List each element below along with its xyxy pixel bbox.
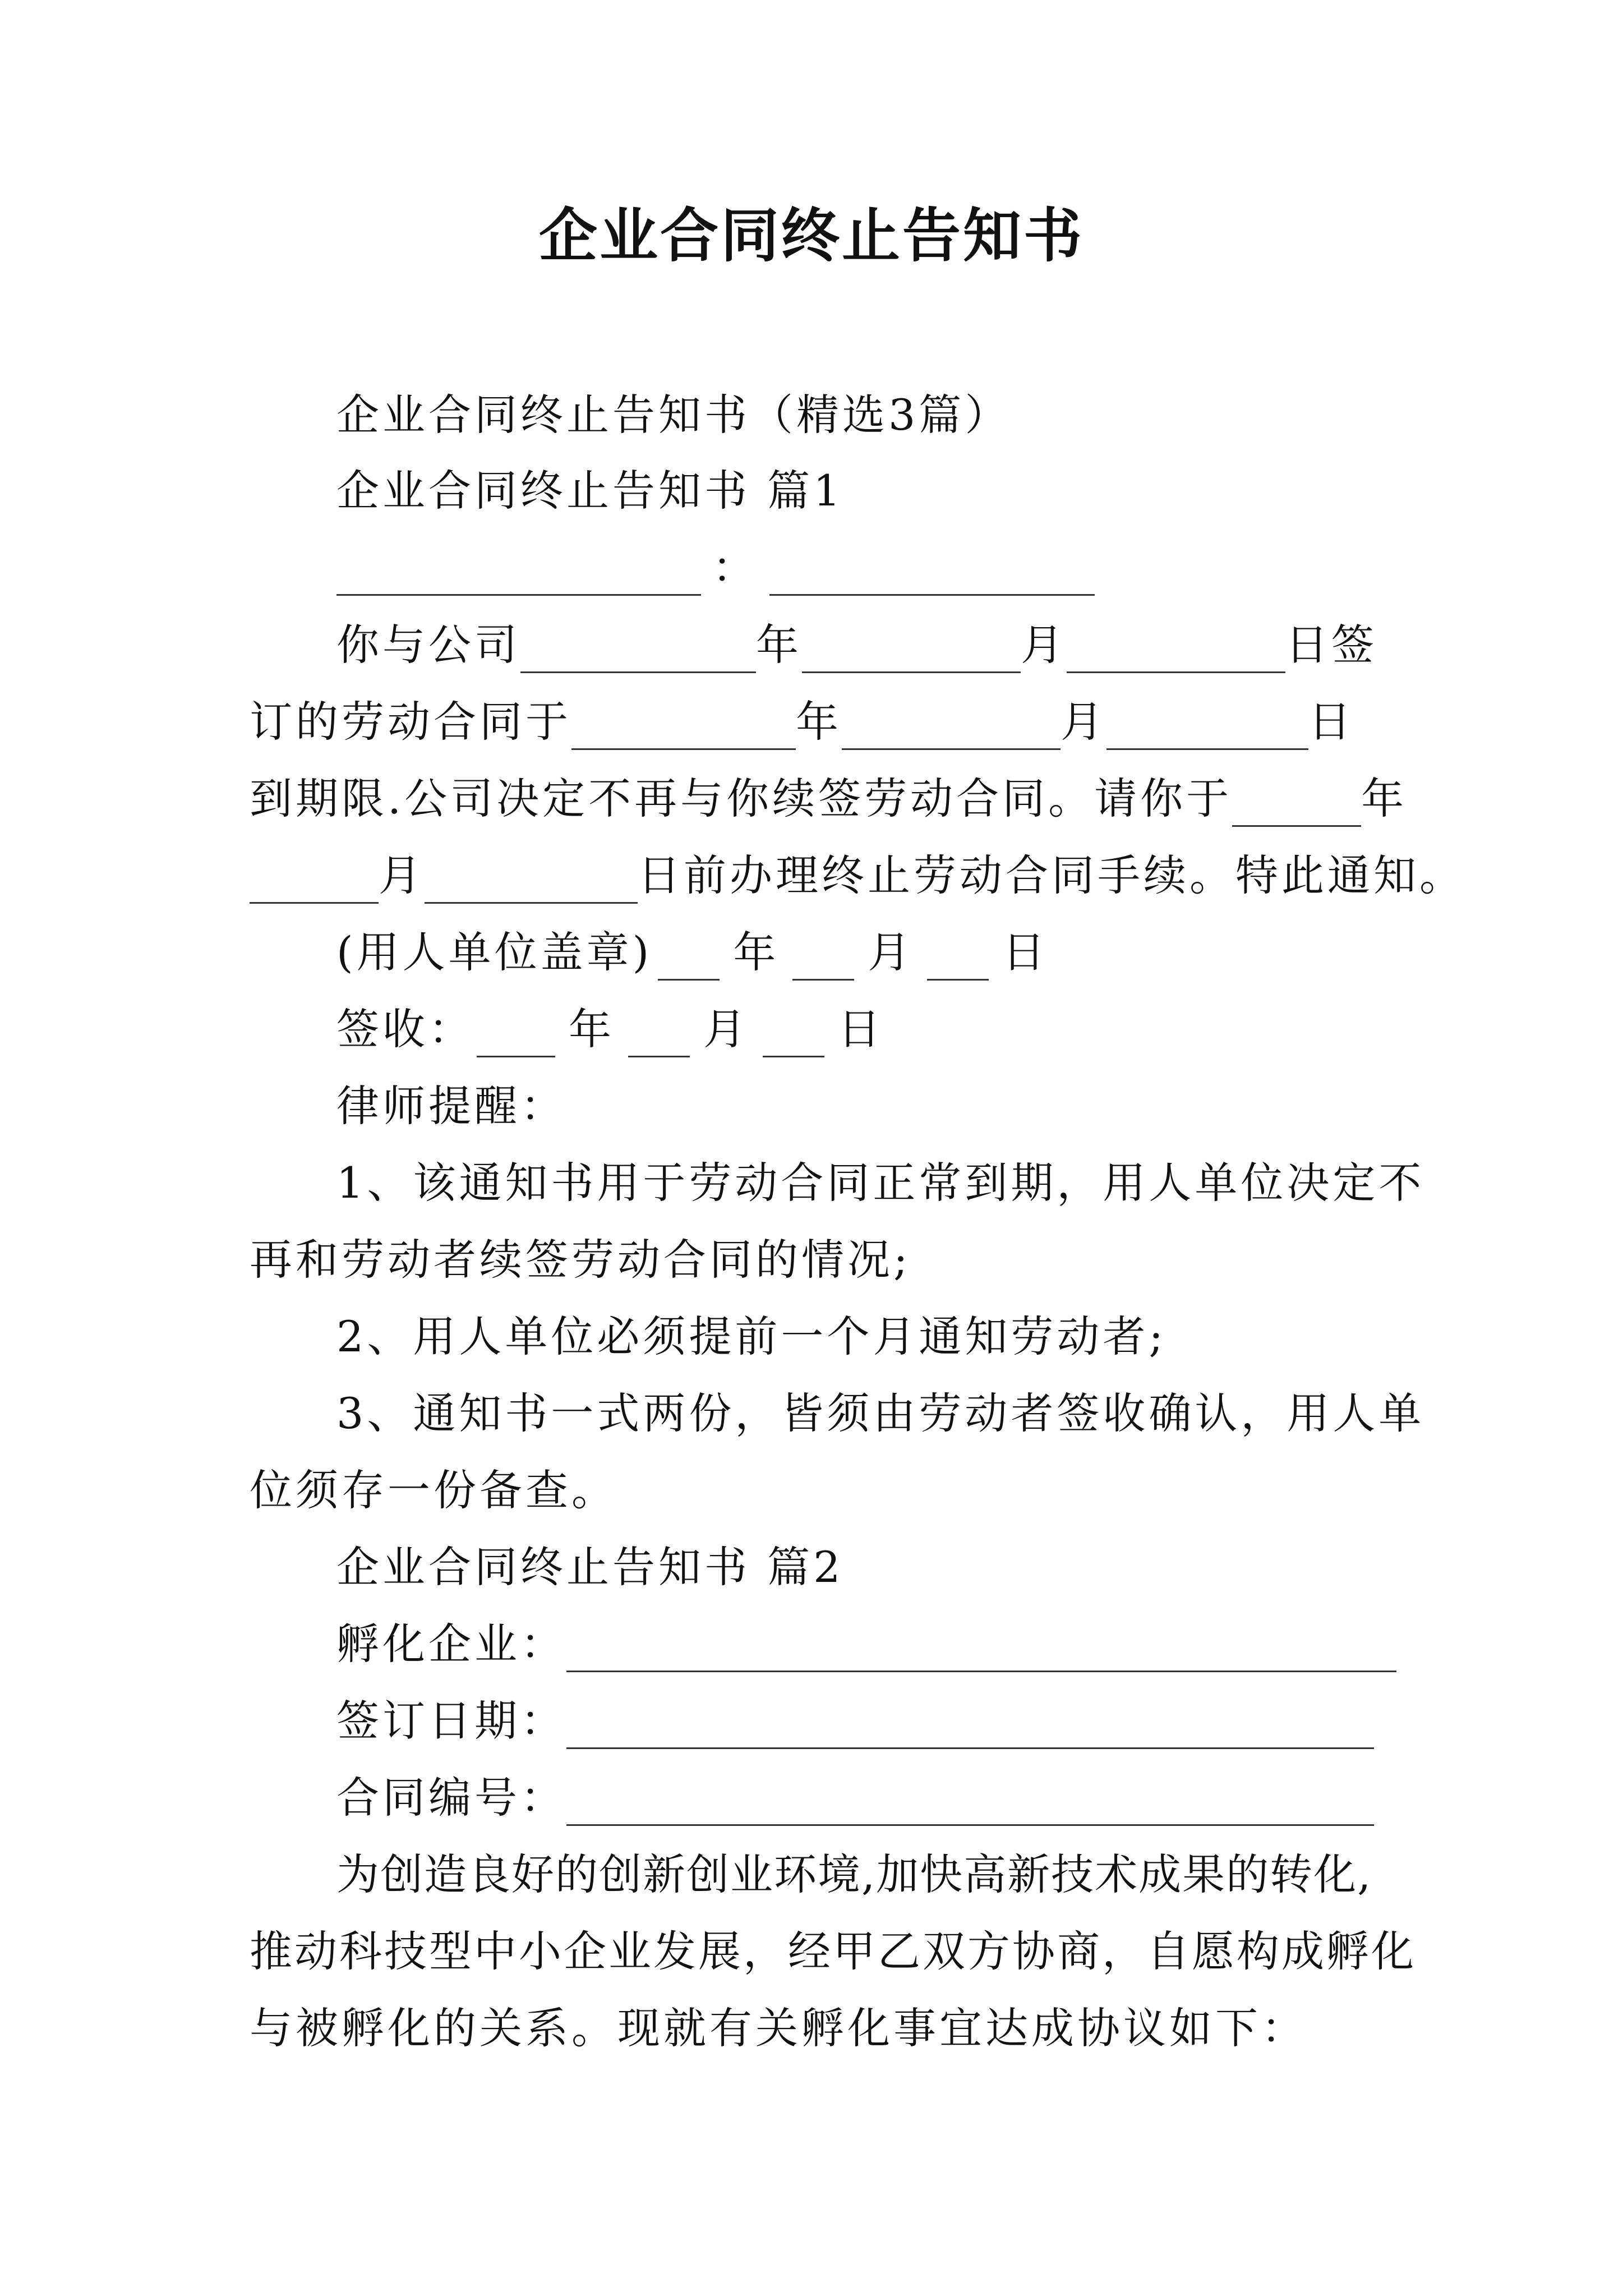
paragraph-2-line-3: 与被孵化的关系。现就有关孵化事宜达成协议如下： xyxy=(250,2003,1307,2053)
tip-3-line-1: 3、通知书一式两份，皆须由劳动者签收确认，用人单 xyxy=(336,1388,1425,1438)
blank-field xyxy=(425,858,638,904)
blank-field xyxy=(477,1012,555,1057)
receipt-day: 日 xyxy=(838,1004,884,1054)
blank-field xyxy=(628,1012,690,1057)
lawyer-note-heading: 律师提醒： xyxy=(336,1081,566,1131)
seal-month: 月 xyxy=(868,927,914,977)
blank-field xyxy=(520,628,756,673)
seal-label: (用人单位盖章) xyxy=(336,927,653,977)
blank-field xyxy=(1067,628,1285,673)
notice-text: 年 xyxy=(756,620,802,670)
field-label: 合同编号： xyxy=(336,1773,566,1823)
receipt-month: 月 xyxy=(703,1004,749,1054)
notice-line-3 xyxy=(250,771,1407,827)
notice-text: 年 xyxy=(1361,774,1408,823)
notice-text: 你与公司 xyxy=(336,620,520,670)
signing-date-field xyxy=(336,1693,1374,1749)
blank-field xyxy=(927,935,989,981)
seal-year: 年 xyxy=(733,927,780,977)
receipt-label: 签收： xyxy=(336,1004,474,1054)
receipt-line xyxy=(336,1001,884,1057)
field-label: 孵化企业： xyxy=(336,1619,566,1669)
section-heading-1: 企业合同终止告知书 篇1 xyxy=(336,466,844,516)
notice-line-4 xyxy=(250,848,1465,904)
blank-field xyxy=(1232,781,1361,827)
notice-line-2 xyxy=(250,694,1354,750)
paragraph-2-line-1: 为创造良好的创新创业环境,加快高新技术成果的转化, xyxy=(336,1849,1372,1899)
addressee-line xyxy=(336,540,1095,596)
seal-day: 日 xyxy=(1002,927,1049,977)
blank-field xyxy=(802,628,1021,673)
notice-text: 到期限.公司决定不再与你续签劳动合同。请你于 xyxy=(250,774,1233,823)
seal-line xyxy=(336,924,1048,981)
blank-field xyxy=(566,1627,1396,1672)
tip-3-line-2: 位须存一份备查。 xyxy=(250,1465,617,1515)
blank-field xyxy=(792,935,854,981)
blank-field xyxy=(1106,705,1308,750)
notice-text: 年 xyxy=(796,697,842,747)
receipt-year: 年 xyxy=(569,1004,615,1054)
blank-field xyxy=(658,935,720,981)
notice-text: 月 xyxy=(379,850,425,900)
addressee-colon: ： xyxy=(712,542,758,592)
blank-field xyxy=(842,705,1061,750)
section-heading-2: 企业合同终止告知书 篇2 xyxy=(336,1542,844,1592)
notice-text: 日前办理终止劳动合同手续。特此通知。 xyxy=(638,850,1465,900)
blank-field xyxy=(566,1704,1374,1749)
notice-text: 月 xyxy=(1061,697,1106,747)
blank-field xyxy=(250,858,379,904)
contract-number-field xyxy=(336,1770,1374,1826)
document-title: 企业合同终止告知书 xyxy=(538,201,1084,270)
blank-field xyxy=(571,705,796,750)
blank-field xyxy=(566,1780,1374,1826)
notice-text: 日 xyxy=(1308,697,1354,747)
notice-text: 日签 xyxy=(1285,620,1377,670)
incubated-company-field xyxy=(336,1616,1396,1672)
tip-1-line-1: 1、该通知书用于劳动合同正常到期，用人单位决定不 xyxy=(336,1158,1425,1208)
addressee-blank xyxy=(336,550,701,596)
notice-line-1 xyxy=(336,617,1377,673)
intro-line: 企业合同终止告知书（精选3篇） xyxy=(336,390,1011,440)
tip-1-line-2: 再和劳动者续签劳动合同的情况; xyxy=(250,1235,911,1285)
notice-text: 月 xyxy=(1021,620,1067,670)
field-label: 签订日期： xyxy=(336,1696,566,1746)
notice-text: 订的劳动合同于 xyxy=(250,697,571,747)
tip-2: 2、用人单位必须提前一个月通知劳动者; xyxy=(336,1312,1166,1361)
paragraph-2-line-2: 推动科技型中小企业发展，经甲乙双方协商，自愿构成孵化 xyxy=(250,1926,1416,1976)
addressee-value-blank xyxy=(769,550,1095,596)
blank-field xyxy=(763,1012,824,1057)
